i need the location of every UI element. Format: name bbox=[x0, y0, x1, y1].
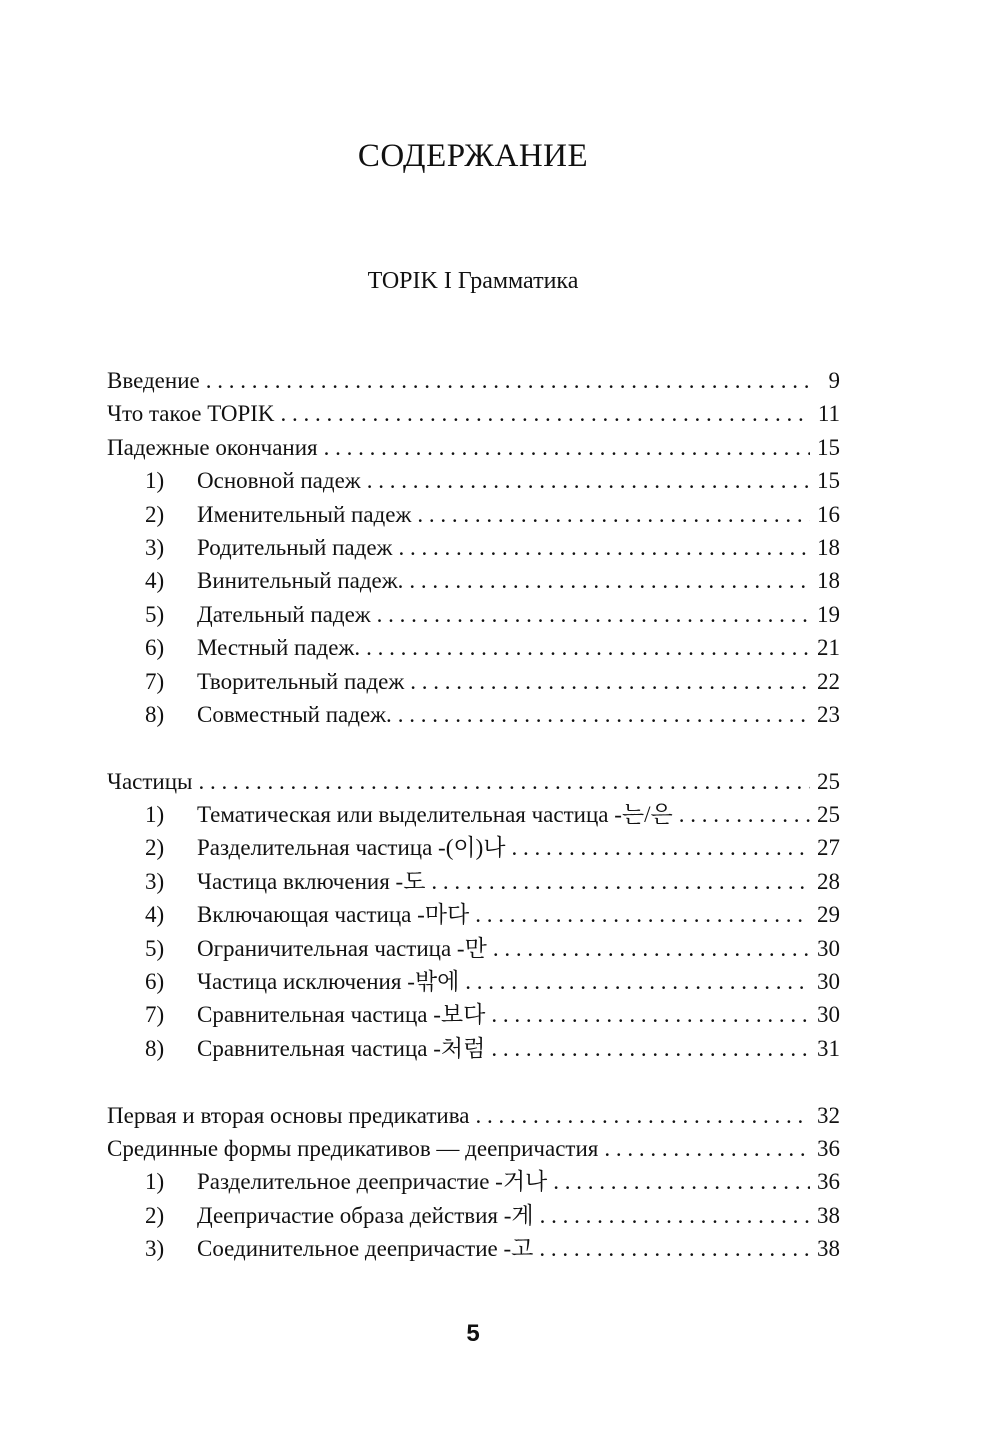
toc-entry-page: 25 bbox=[817, 768, 840, 794]
toc-subentry-number: 5) bbox=[145, 935, 165, 961]
dot-leader bbox=[475, 898, 810, 931]
toc-subentry[interactable] bbox=[107, 1032, 840, 1065]
toc-subentry[interactable] bbox=[107, 1165, 840, 1198]
toc-subentry-page: 19 bbox=[817, 601, 840, 627]
toc-subentry-number: 7) bbox=[145, 668, 165, 694]
toc-subentry-page: 18 bbox=[817, 534, 840, 560]
section-subtitle: TOPIK I Грамматика bbox=[367, 268, 579, 294]
toc-subentry-label: Ограничительная частица -만 bbox=[197, 935, 487, 961]
toc-subentry-page: 15 bbox=[817, 468, 840, 494]
dot-leader bbox=[366, 631, 810, 664]
toc-subentry[interactable] bbox=[107, 831, 840, 864]
dot-leader bbox=[491, 998, 810, 1031]
toc-subentry[interactable] bbox=[107, 698, 840, 731]
toc-subentry-label: Именительный падеж bbox=[197, 501, 412, 527]
toc-subentry[interactable] bbox=[107, 1232, 840, 1265]
toc-entry-label: Падежные окончания bbox=[107, 434, 318, 460]
toc-subentry-page: 38 bbox=[817, 1202, 840, 1228]
toc-subentry-number: 6) bbox=[145, 635, 165, 661]
toc-subentry-page: 36 bbox=[817, 1169, 840, 1195]
toc-subentry-page: 23 bbox=[817, 701, 840, 727]
toc-entry[interactable] bbox=[107, 1099, 840, 1132]
toc-subentry-number: 3) bbox=[145, 868, 165, 894]
toc-subentry-number: 7) bbox=[145, 1002, 165, 1028]
page-title: СОДЕРЖАНИЕ bbox=[357, 138, 589, 174]
toc-subentry-number: 4) bbox=[145, 568, 165, 594]
toc-subentry-label: Частица включения -도 bbox=[197, 868, 426, 894]
toc-entry-label: Введение bbox=[107, 368, 200, 393]
toc-subentry[interactable] bbox=[107, 965, 840, 998]
toc-subentry[interactable] bbox=[107, 932, 840, 965]
toc-entry[interactable] bbox=[107, 1132, 840, 1165]
toc-subentry-page: 27 bbox=[817, 835, 840, 861]
toc-subentry-number: 4) bbox=[145, 902, 165, 928]
toc-subentry[interactable] bbox=[107, 631, 840, 664]
dot-leader bbox=[377, 598, 810, 631]
toc-subentry-number: 1) bbox=[145, 802, 165, 828]
toc-subentry-label: Местный падеж. bbox=[197, 635, 361, 661]
section-gap bbox=[107, 731, 840, 764]
toc-subentry-page: 30 bbox=[817, 935, 840, 961]
toc-subentry-number: 3) bbox=[145, 1236, 165, 1262]
toc-subentry-label: Тематическая или выделительная частица -는/은 bbox=[197, 802, 673, 828]
dot-leader bbox=[324, 431, 810, 464]
toc-subentry-label: Сравнительная частица -보다 bbox=[197, 1002, 486, 1028]
dot-leader bbox=[281, 397, 810, 430]
toc-subentry-page: 28 bbox=[817, 868, 840, 894]
toc-subentry[interactable] bbox=[107, 498, 840, 531]
toc-subentry-page: 38 bbox=[817, 1236, 840, 1262]
dot-leader bbox=[511, 831, 810, 864]
dot-leader bbox=[398, 531, 810, 564]
toc-subentry[interactable] bbox=[107, 564, 840, 597]
dot-leader bbox=[553, 1165, 810, 1198]
toc-entry[interactable] bbox=[107, 765, 840, 798]
dot-leader bbox=[199, 765, 811, 798]
toc-subentry[interactable] bbox=[107, 1199, 840, 1232]
toc-subentry-label: Основной падеж bbox=[197, 468, 361, 494]
toc-subentry-page: 29 bbox=[817, 902, 840, 928]
toc-subentry-label: Разделительная частица -(이)나 bbox=[197, 835, 506, 861]
toc-entry-label: Первая и вторая основы предикатива bbox=[107, 1102, 470, 1128]
table-of-contents bbox=[107, 364, 840, 1266]
toc-subentry-number: 3) bbox=[145, 534, 165, 560]
toc-subentry[interactable] bbox=[107, 531, 840, 564]
dot-leader bbox=[540, 1199, 810, 1232]
dot-leader bbox=[409, 564, 810, 597]
page-number: 5 bbox=[466, 1320, 480, 1347]
toc-subentry-page: 18 bbox=[817, 568, 840, 594]
section-gap bbox=[107, 1065, 840, 1098]
toc-entry-page: 15 bbox=[817, 434, 840, 460]
toc-subentry-number: 8) bbox=[145, 701, 165, 727]
toc-entry-label: Что такое TOPIK bbox=[107, 401, 275, 427]
toc-subentry-page: 22 bbox=[817, 668, 840, 694]
dot-leader bbox=[493, 932, 810, 965]
toc-subentry-number: 2) bbox=[145, 501, 165, 527]
dot-leader bbox=[539, 1232, 810, 1265]
toc-subentry-label: Дательный падеж bbox=[197, 601, 371, 627]
toc-subentry-label: Родительный падеж bbox=[197, 534, 393, 560]
dot-leader bbox=[206, 364, 810, 397]
dot-leader bbox=[491, 1032, 810, 1065]
toc-subentry-number: 1) bbox=[145, 468, 165, 494]
toc-entry-page: 11 bbox=[817, 401, 840, 427]
toc-subentry-page: 30 bbox=[817, 969, 840, 995]
toc-entry-page: 32 bbox=[817, 1102, 840, 1128]
toc-subentry-number: 2) bbox=[145, 1202, 165, 1228]
toc-subentry-label: Включающая частица -마다 bbox=[197, 902, 470, 928]
toc-entry-label: Срединные формы предикативов — деепричастия bbox=[107, 1135, 599, 1161]
dot-leader bbox=[679, 798, 810, 831]
toc-subentry[interactable] bbox=[107, 898, 840, 931]
toc-entry[interactable] bbox=[107, 397, 840, 430]
toc-subentry-number: 5) bbox=[145, 601, 165, 627]
dot-leader bbox=[465, 965, 810, 998]
toc-subentry-label: Разделительное деепричастие -거나 bbox=[197, 1169, 548, 1195]
toc-subentry[interactable] bbox=[107, 464, 840, 497]
toc-subentry-page: 25 bbox=[817, 802, 840, 828]
toc-entry-label: Частицы bbox=[107, 768, 193, 794]
dot-leader bbox=[476, 1099, 811, 1132]
toc-subentry[interactable] bbox=[107, 998, 840, 1031]
toc-subentry-page: 21 bbox=[817, 635, 840, 661]
toc-subentry-page: 31 bbox=[817, 1035, 840, 1061]
toc-subentry[interactable] bbox=[107, 865, 840, 898]
toc-subentry[interactable] bbox=[107, 665, 840, 698]
toc-subentry-label: Сравнительная частица -처럼 bbox=[197, 1035, 486, 1061]
toc-subentry-label: Винительный падеж. bbox=[197, 568, 404, 594]
toc-entry-page: 36 bbox=[817, 1135, 840, 1161]
toc-subentry-label: Частица исключения -밖에 bbox=[197, 969, 460, 995]
dot-leader bbox=[431, 865, 810, 898]
dot-leader bbox=[410, 665, 810, 698]
dot-leader bbox=[604, 1132, 810, 1165]
toc-subentry-page: 30 bbox=[817, 1002, 840, 1028]
dot-leader bbox=[417, 498, 810, 531]
dot-leader bbox=[367, 464, 810, 497]
toc-subentry-number: 1) bbox=[145, 1169, 165, 1195]
dot-leader bbox=[398, 698, 810, 731]
toc-subentry-label: Творительный падеж bbox=[197, 668, 405, 694]
toc-subentry[interactable] bbox=[107, 798, 840, 831]
toc-entry[interactable] bbox=[107, 431, 840, 464]
toc-subentry[interactable] bbox=[107, 598, 840, 631]
toc-subentry-label: Совместный падеж. bbox=[197, 701, 392, 727]
toc-subentry-page: 16 bbox=[817, 501, 840, 527]
toc-subentry-label: Соединительное деепричастие -고 bbox=[197, 1236, 534, 1262]
toc-subentry-number: 6) bbox=[145, 969, 165, 995]
toc-subentry-label: Деепричастие образа действия -게 bbox=[197, 1202, 534, 1228]
toc-entry[interactable] bbox=[107, 364, 840, 397]
toc-entry-page: 9 bbox=[828, 368, 840, 393]
toc-subentry-number: 8) bbox=[145, 1035, 165, 1061]
toc-subentry-number: 2) bbox=[145, 835, 165, 861]
